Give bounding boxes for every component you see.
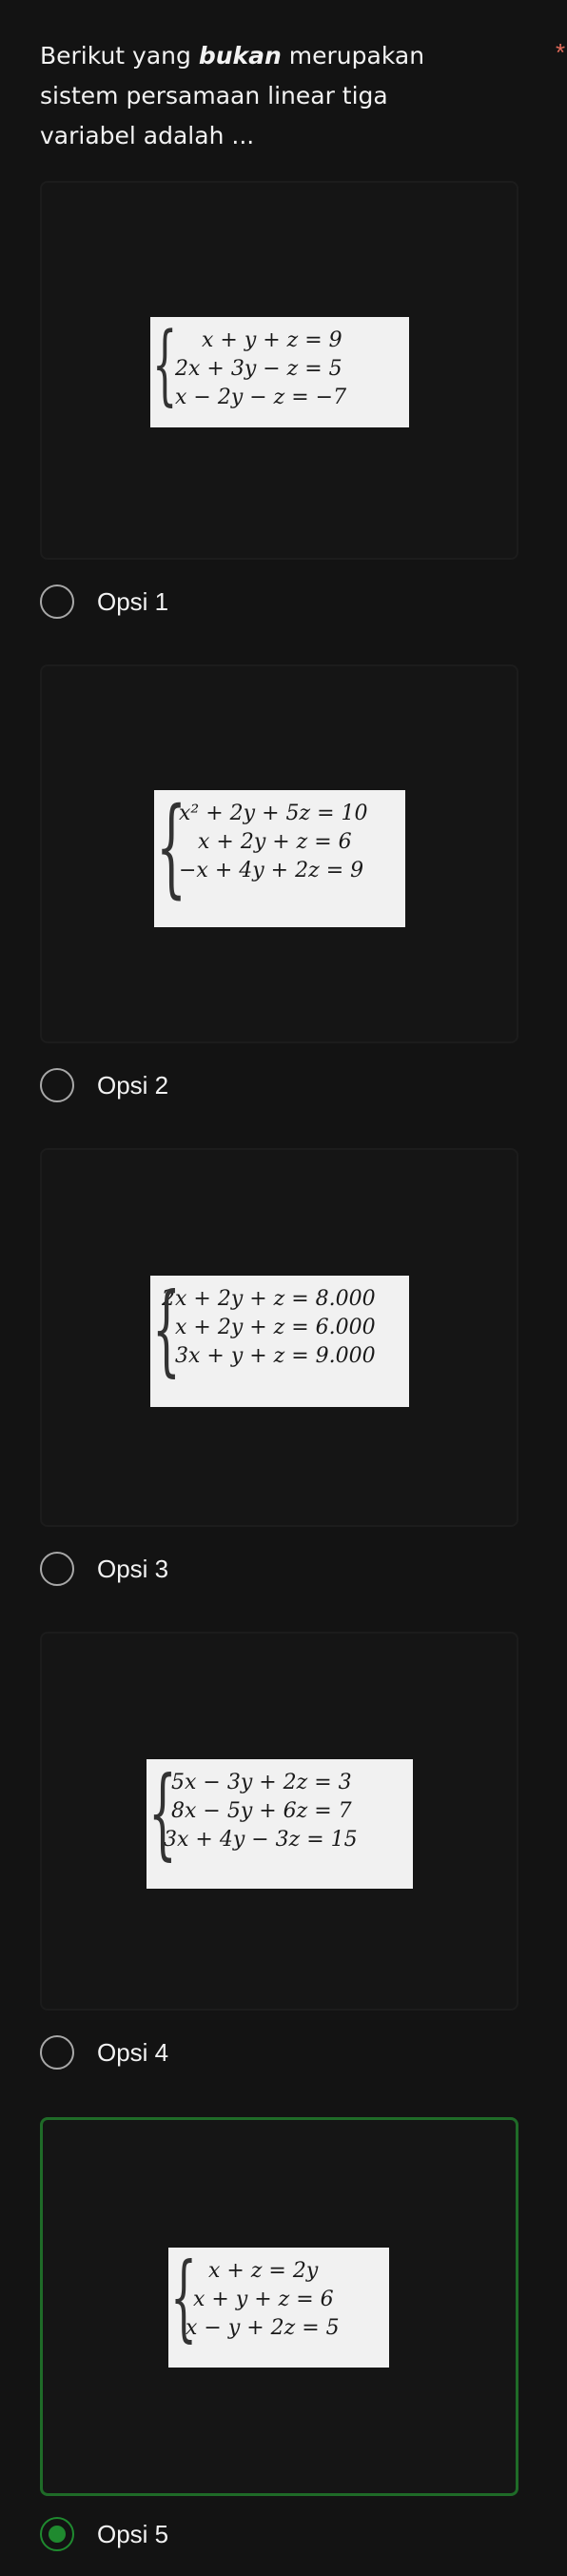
option-label-2: Opsi 2	[97, 1070, 169, 1100]
equation-line: 2x + 2y + z = 8.000	[162, 1287, 376, 1311]
option-label-5: Opsi 5	[97, 2519, 169, 2548]
equation-line: −x + 4y + 2z = 9	[179, 859, 364, 882]
option-1[interactable]	[40, 581, 168, 623]
equation-line: 5x − 3y + 2z = 3	[171, 1771, 352, 1794]
option-3[interactable]	[40, 1548, 168, 1590]
option-4[interactable]	[40, 2031, 168, 2073]
brace-icon: {	[148, 1754, 177, 1871]
equation-line: 3x + 4y − 3z = 15	[164, 1828, 358, 1852]
equation-line: x − y + 2z = 5	[186, 2316, 340, 2340]
equation-line: 3x + y + z = 9.000	[175, 1344, 376, 1368]
brace-icon: {	[156, 785, 187, 909]
radio-selected-dot	[49, 2526, 66, 2543]
equation-line: 8x − 5y + 6z = 7	[171, 1799, 352, 1823]
option-5[interactable]	[40, 2513, 168, 2555]
option-image-card-5[interactable]	[40, 2117, 518, 2496]
equation-line: x² + 2y + 5z = 10	[179, 802, 368, 825]
equation-image-5	[168, 2244, 389, 2368]
question-emphasis: bukan	[198, 42, 282, 69]
option-label-3: Opsi 3	[97, 1554, 169, 1583]
question-suffix: merupakan sistem persamaan linear tiga variabel adalah ...	[40, 42, 425, 149]
equation-line: x + 2y + z = 6.000	[175, 1316, 376, 1339]
equation-line: x + 2y + z = 6	[198, 830, 352, 854]
required-mark: *	[556, 38, 566, 67]
equation-line: x + y + z = 9	[202, 328, 342, 352]
radio-button-3[interactable]	[40, 1552, 74, 1586]
option-label-1: Opsi 1	[97, 586, 169, 616]
brace-icon: {	[152, 313, 178, 415]
radio-button-2[interactable]	[40, 1068, 74, 1102]
option-image-card-3[interactable]	[40, 1148, 518, 1527]
option-image-card-1[interactable]	[40, 181, 518, 560]
question-text	[40, 36, 487, 156]
equation-line: x − 2y − z = −7	[175, 386, 347, 409]
option-2[interactable]	[40, 1064, 168, 1106]
equation-line: 2x + 3y − z = 5	[175, 357, 342, 381]
option-label-4: Opsi 4	[97, 2037, 169, 2067]
equation-line: x + z = 2y	[208, 2259, 319, 2283]
radio-button-1[interactable]	[40, 585, 74, 619]
equation-image-2	[154, 785, 405, 927]
option-image-card-4[interactable]	[40, 1632, 518, 2011]
option-image-card-2[interactable]	[40, 664, 518, 1043]
question-prefix: Berikut yang	[40, 42, 199, 69]
radio-button-5[interactable]	[40, 2517, 74, 2551]
equation-line: x + y + z = 6	[193, 2288, 334, 2311]
brace-icon: {	[152, 1271, 181, 1387]
radio-button-4[interactable]	[40, 2035, 74, 2070]
equation-image-4	[147, 1754, 413, 1889]
brace-icon: {	[170, 2244, 198, 2352]
equation-image-3	[150, 1271, 409, 1407]
equation-image-1	[150, 313, 409, 427]
